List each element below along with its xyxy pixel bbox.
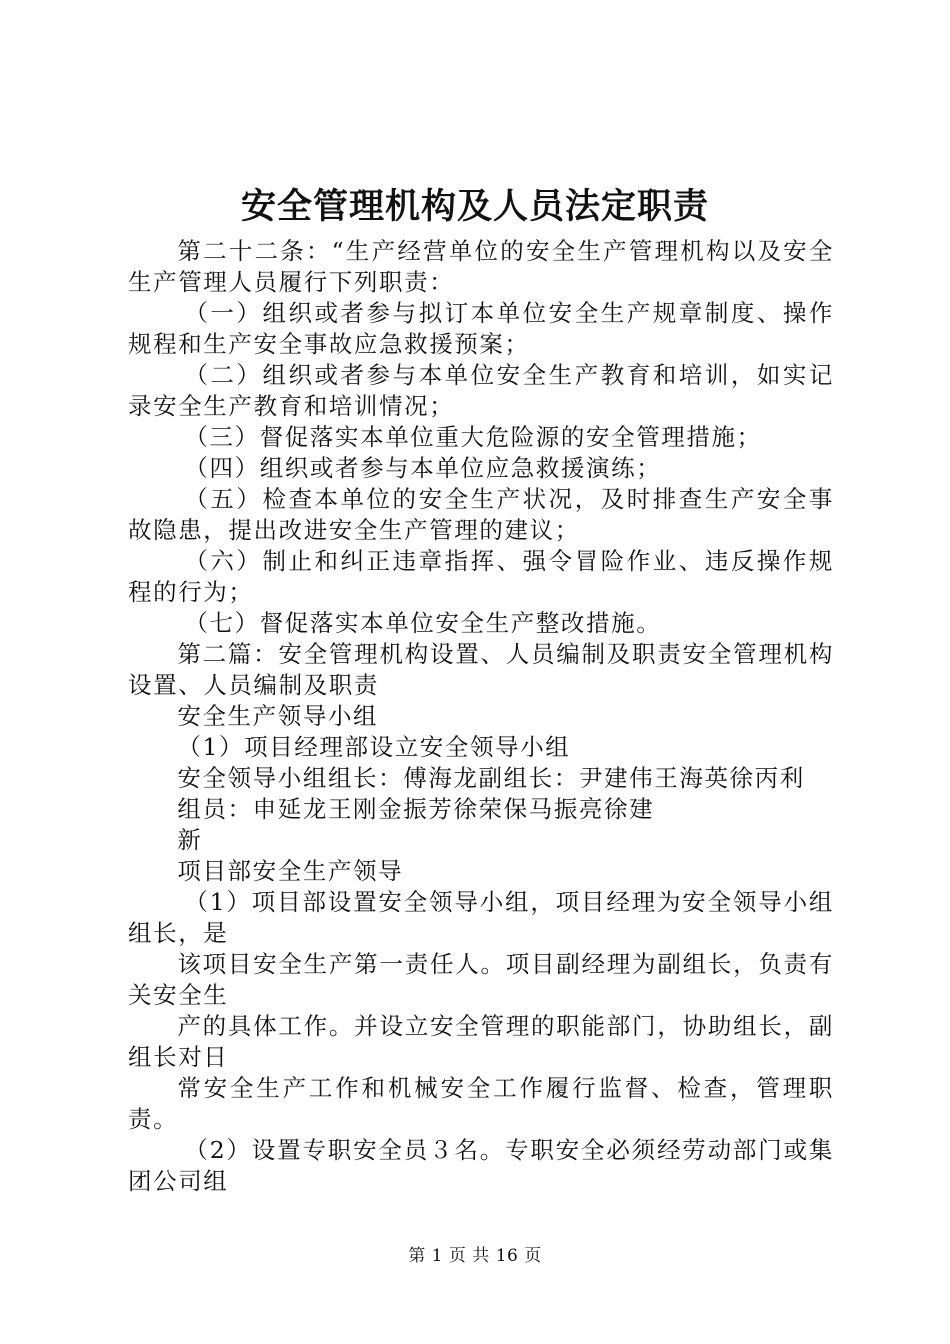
paragraph: （二）组织或者参与本单位安全生产教育和培训，如实记录安全生产教育和培训情况； <box>128 361 834 420</box>
paragraph: （六）制止和纠正违章指挥、强令冒险作业、违反操作规程的行为； <box>128 547 834 606</box>
document-body <box>128 236 834 1197</box>
paragraph: （三）督促落实本单位重大危险源的安全管理措施； <box>184 423 762 451</box>
paragraph: 常安全生产工作和机械安全工作履行监督、检查，管理职责。 <box>128 1074 834 1133</box>
page-footer: 第 1 页 共 16 页 <box>408 1246 542 1266</box>
paragraph: 产的具体工作。并设立安全管理的职能部门，协助组长，副组长对日 <box>128 1012 834 1071</box>
paragraph: （1）项目部设置安全领导小组，项目经理为安全领导小组组长，是 <box>128 888 834 947</box>
paragraph: （四）组织或者参与本单位应急救援演练； <box>184 454 662 482</box>
paragraph: 该项目安全生产第一责任人。项目副经理为副组长，负责有关安全生 <box>128 950 834 1009</box>
paragraph: 组员：申延龙王刚金振芳徐荣保马振亮徐建 <box>177 795 655 823</box>
paragraph: （一）组织或者参与拟订本单位安全生产规章制度、操作规程和生产安全事故应急救援预案； <box>128 299 834 358</box>
paragraph: （五）检查本单位的安全生产状况，及时排查生产安全事故隐患，提出改进安全生产管理的建议； <box>128 485 834 544</box>
paragraph: 第二十二条：“生产经营单位的安全生产管理机构以及安全生产管理人员履行下列职责： <box>128 237 834 296</box>
paragraph: 安全领导小组组长：傅海龙副组长：尹建伟王海英徐丙利 <box>177 764 805 792</box>
paragraph: 第二篇：安全管理机构设置、人员编制及职责安全管理机构设置、人员编制及职责 <box>128 640 834 699</box>
paragraph: 新 <box>177 826 203 854</box>
paragraph: 安全生产领导小组 <box>177 702 379 730</box>
paragraph: （1）项目经理部设立安全领导小组 <box>177 733 571 761</box>
document-title: 安全管理机构及人员法定职责 <box>240 186 709 227</box>
paragraph: （七）督促落实本单位安全生产整改措施。 <box>184 609 662 637</box>
paragraph: （2）设置专职安全员３名。专职安全必须经劳动部门或集团公司组 <box>128 1136 834 1195</box>
paragraph: 项目部安全生产领导 <box>177 857 404 885</box>
